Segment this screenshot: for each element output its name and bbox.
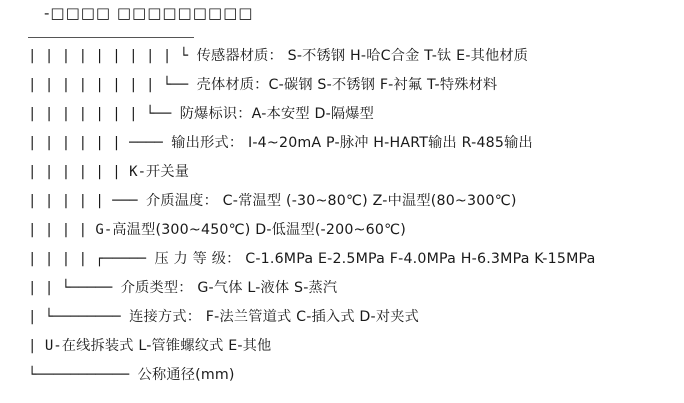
legend-line-shell-material: [0, 77, 684, 93]
branch-connector: | | | | | | ────: [28, 135, 172, 151]
legend-line-sensor-material: [0, 48, 684, 64]
legend-line-connection-type: [0, 309, 684, 325]
legend-line-switch-quantity: [0, 164, 684, 180]
branch-connector: | | | | | | | └──: [28, 106, 180, 122]
legend-text: 公称通径(mm): [137, 367, 235, 383]
branch-connector: | | | | | | | | └──: [28, 77, 197, 93]
legend-text: 介质温度： C-常温型 (-30~80℃) Z-中温型(80~300℃): [146, 193, 517, 209]
branch-connector: | | | | G-: [28, 222, 113, 238]
branch-connector: | | | | | | K-: [28, 164, 147, 180]
legend-text: 传感器材质： S-不锈钢 H-哈C合金 T-钛 E-其他材质: [196, 48, 529, 64]
title-underline: [28, 37, 194, 38]
legend-text: 在线拆装式 L-管锥螺纹式 E-其他: [61, 338, 272, 354]
legend-line-explosion-proof: [0, 106, 684, 122]
legend-text: 防爆标识：A-本安型 D-隔爆型: [179, 106, 375, 122]
branch-connector: | | | | | | | | | └: [28, 48, 197, 64]
legend-line-medium-type: [0, 280, 684, 296]
branch-connector: | U-: [28, 338, 62, 354]
legend-line-medium-temp-secondary: [0, 222, 684, 238]
legend-text: 介质类型： G-气体 L-液体 S-蒸汽: [120, 280, 338, 296]
legend-text: 连接方式： F-法兰管道式 C-插入式 D-对夹式: [129, 309, 420, 325]
legend-lines: [0, 48, 684, 396]
branch-connector: | └────────: [28, 309, 130, 325]
branch-connector: └───────────: [28, 367, 138, 383]
legend-text: 高温型(300~450℃) D-低温型(-200~60℃): [112, 222, 406, 238]
legend-line-nominal-diameter: [0, 367, 684, 383]
legend-text: 开关量: [146, 164, 190, 180]
legend-text: 输出形式： I-4~20mA P-脉冲 H-HART输出 R-485输出: [171, 135, 533, 151]
legend-line-pressure-rating: [0, 251, 684, 267]
branch-connector: | | └─────: [28, 280, 121, 296]
legend-line-output-form: [0, 135, 684, 151]
branch-connector: | | | | ┌─────: [28, 251, 155, 267]
branch-connector: | | | | | ───: [28, 193, 147, 209]
diagram-title: -□□□□ □□□□□□□□□: [44, 4, 254, 22]
legend-line-medium-temp-primary: [0, 193, 684, 209]
legend-text: 压 力 等 级： C-1.6MPa E-2.5MPa F-4.0MPa H-6.3MPa K-15MPa: [154, 251, 596, 267]
legend-line-other-connection: [0, 338, 684, 354]
legend-text: 壳体材质：C-碳钢 S-不锈钢 F-衬氟 T-特殊材料: [196, 77, 498, 93]
